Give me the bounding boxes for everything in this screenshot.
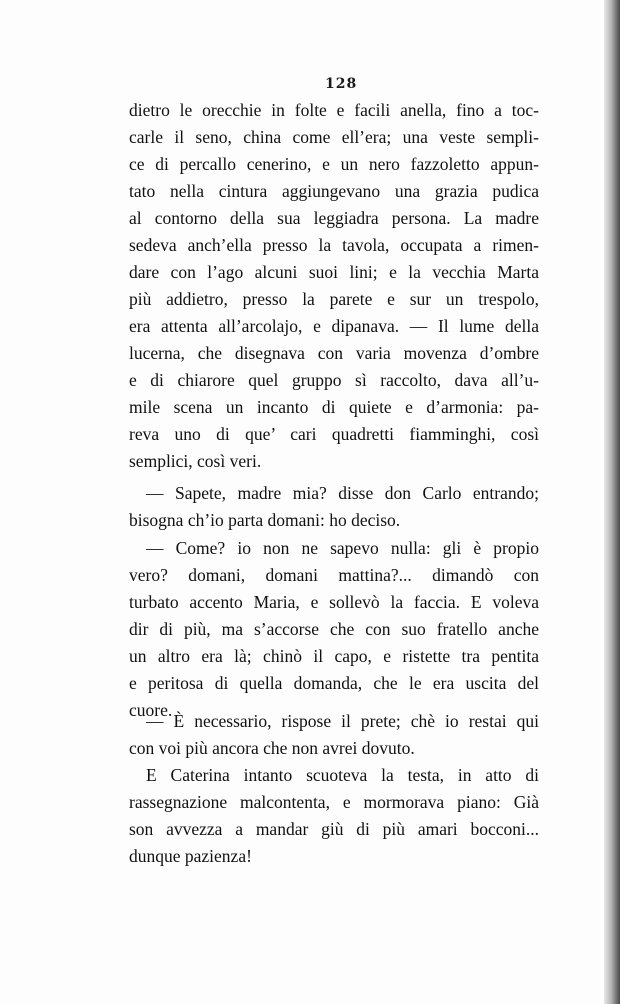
text-line: dare con l’ago alcuni suoi lini; e la vecchia Marta [129, 262, 539, 282]
text-line: rassegnazione malcontenta, e mormorava piano: Già [129, 792, 539, 812]
text-line: bisogna ch’io parta domani: ho deciso. [129, 510, 401, 530]
text-line: dietro le orecchie in folte e facili anella, fino a toc- [129, 100, 539, 120]
text-line: E Caterina intanto scuoteva la testa, in atto di [146, 765, 539, 785]
paragraph-dialogue-maria [129, 535, 539, 724]
text-line: ce di percallo cenerino, e un nero fazzoletto appun- [129, 154, 539, 174]
text-line: tato nella cintura aggiungevano una grazia pudica [129, 181, 539, 201]
paragraph-dialogue-prete [129, 708, 539, 762]
text-line: al contorno della sua leggiadra persona. La madre [129, 208, 539, 228]
page-number: 128 [325, 76, 358, 92]
text-line: dunque pazienza! [129, 846, 252, 866]
paragraph-caterina [129, 762, 539, 870]
text-line: era attenta all’arcolajo, e dipanava. — Il lume della [129, 316, 539, 336]
text-line: e peritosa di quella domanda, che le era uscita del [129, 673, 539, 693]
text-line: sedeva anch’ella presso la tavola, occupata a rimen- [129, 235, 539, 255]
paragraph-continuation [129, 97, 539, 475]
book-spine-shadow [604, 0, 620, 1004]
text-line: — Sapete, madre mia? disse don Carlo entrando; [146, 483, 539, 503]
text-line: e di chiarore quel gruppo sì raccolto, dava all’u- [129, 370, 539, 390]
text-line: vero? domani, domani mattina?... dimandò con [129, 565, 539, 585]
text-line: più addietro, presso la parete e sur un trespolo, [129, 289, 539, 309]
text-line: cuore. [129, 700, 173, 720]
text-line: semplici, così veri. [129, 451, 262, 471]
text-line: — Come? io non ne sapevo nulla: gli è propio [146, 538, 539, 558]
text-line: carle il seno, china come ell’era; una veste sempli- [129, 127, 539, 147]
text-line: mile scena un incanto di quiete e d’armonia: pa- [129, 397, 539, 417]
text-line: dir di più, ma s’accorse che con suo fratello anche [129, 619, 539, 639]
text-line: son avvezza a mandar giù di più amari bocconi... [129, 819, 539, 839]
text-line: reva uno di que’ cari quadretti fiamminghi, così [129, 424, 539, 444]
paragraph-dialogue-carlo [129, 480, 539, 534]
text-line: con voi più ancora che non avrei dovuto. [129, 738, 415, 758]
text-line: un altro era là; chinò il capo, e ristette tra pentita [129, 646, 539, 666]
text-line: — È necessario, rispose il prete; chè io restai qui [146, 711, 539, 731]
text-line: lucerna, che disegnava con varia movenza d’ombre [129, 343, 539, 363]
text-line: turbato accento Maria, e sollevò la faccia. E voleva [129, 592, 539, 612]
